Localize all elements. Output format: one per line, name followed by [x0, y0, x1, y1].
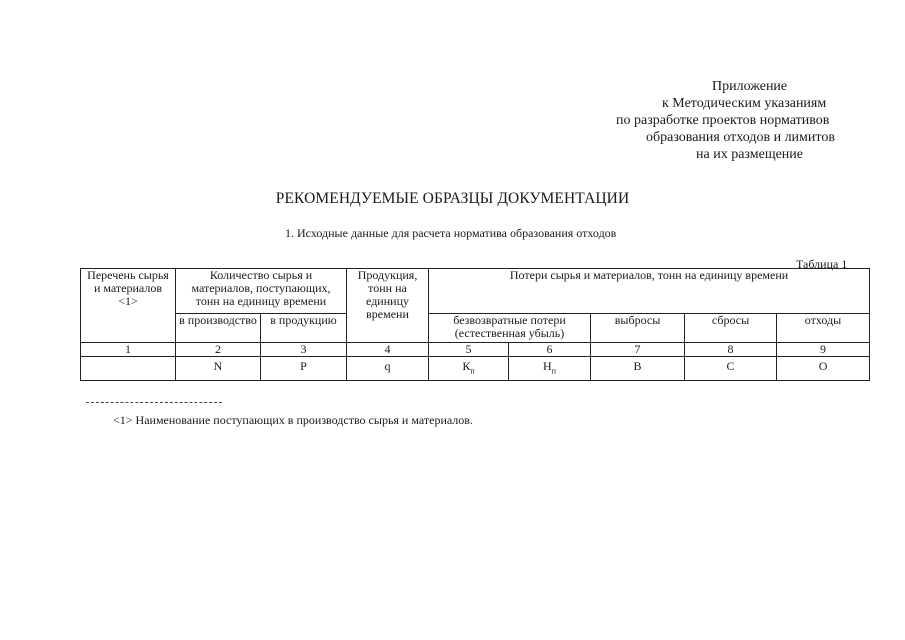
symbol-subscript: п: [470, 366, 475, 376]
symbol-cell: В: [591, 357, 685, 381]
subheader-irreversible: безвозвратные потери (естественная убыль): [429, 314, 591, 343]
column-number: 2: [176, 343, 261, 357]
footnote: <1> Наименование поступающих в производство сырья и материалов.: [113, 413, 473, 427]
symbol-cell: С: [685, 357, 777, 381]
symbol-base: К: [462, 359, 471, 373]
appendix-line: к Методическим указаниям: [662, 96, 827, 111]
subheader-emissions: выбросы: [591, 314, 685, 343]
subheader-waste: отходы: [777, 314, 870, 343]
column-number: 5: [429, 343, 509, 357]
header-quantity: Количество сырья и материалов, поступающих, тонн на единицу времени: [176, 269, 347, 314]
appendix-block: [560, 78, 880, 163]
appendix-line: образования отходов и лимитов: [646, 130, 835, 145]
table-label: Таблица 1: [796, 257, 848, 271]
document-title: РЕКОМЕНДУЕМЫЕ ОБРАЗЦЫ ДОКУМЕНТАЦИИ: [275, 190, 630, 207]
header-products: Продукция, тонн на единицу времени: [347, 269, 429, 343]
source-data-table: [80, 268, 870, 381]
column-number-row: [81, 343, 870, 357]
column-number: 9: [777, 343, 870, 357]
symbol-subscript: п: [551, 366, 556, 376]
column-number: 8: [685, 343, 777, 357]
symbol-cell: [509, 357, 591, 381]
subheader-to-production: в производство: [176, 314, 261, 343]
column-number: 6: [509, 343, 591, 357]
header-materials: Перечень сырья и материалов <1>: [81, 269, 176, 343]
symbol-cell: О: [777, 357, 870, 381]
symbol-cell: [81, 357, 176, 381]
appendix-line: по разработке проектов нормативов: [616, 113, 830, 128]
document-subtitle: 1. Исходные данные для расчета норматива образования отходов: [285, 226, 617, 240]
column-number: 1: [81, 343, 176, 357]
symbol-cell: P: [261, 357, 347, 381]
appendix-line: Приложение: [712, 79, 788, 94]
symbol-cell: q: [347, 357, 429, 381]
column-number: 4: [347, 343, 429, 357]
footnote-divider: [86, 402, 222, 403]
appendix-line: на их размещение: [696, 147, 804, 162]
subheader-discharges: сбросы: [685, 314, 777, 343]
column-number: 3: [261, 343, 347, 357]
subheader-to-product: в продукцию: [261, 314, 347, 343]
symbol-row: [81, 357, 870, 381]
symbol-cell: [429, 357, 509, 381]
symbol-base: Н: [543, 359, 552, 373]
column-number: 7: [591, 343, 685, 357]
symbol-cell: N: [176, 357, 261, 381]
header-losses: Потери сырья и материалов, тонн на единицу времени: [429, 269, 870, 314]
